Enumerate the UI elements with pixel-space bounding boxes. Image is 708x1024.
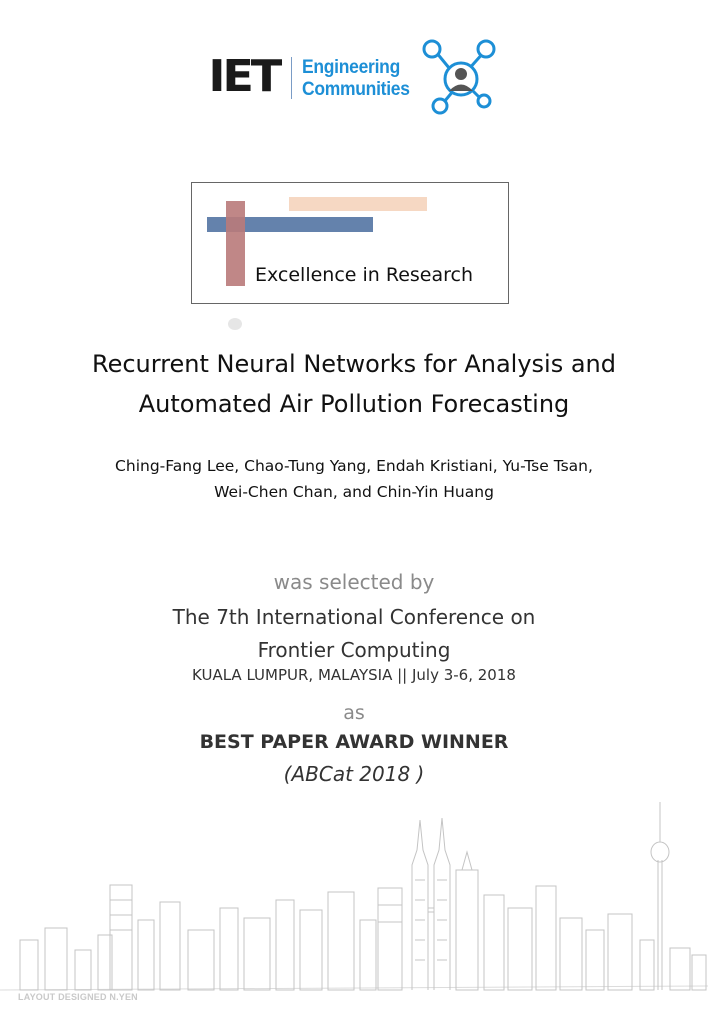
- as-text: as: [343, 702, 365, 724]
- logo-text-line1: Engineering: [302, 57, 400, 78]
- location-date: KUALA LUMPUR, MALAYSIA || July 3-6, 2018: [192, 666, 516, 684]
- award-title: BEST PAPER AWARD WINNER: [199, 731, 509, 753]
- logo-text-line2: Communities: [302, 79, 410, 100]
- network-person-icon: [418, 38, 498, 116]
- badge-bar-red: [226, 201, 245, 286]
- logo-divider: [291, 57, 292, 99]
- decorative-smudge: [228, 318, 242, 330]
- selected-by-text: was selected by: [273, 570, 435, 594]
- excellence-text: Excellence in Research: [255, 264, 474, 286]
- iet-logo-mark: IET: [208, 51, 280, 102]
- paper-title-line2: Automated Air Pollution Forecasting: [138, 390, 570, 418]
- conference-line1: The 7th International Conference on: [172, 605, 536, 629]
- authors-line1: Ching-Fang Lee, Chao-Tung Yang, Endah Kristiani, Yu-Tse Tsan,: [115, 457, 593, 475]
- conference-line2: Frontier Computing: [257, 638, 451, 662]
- event-name: (ABCat 2018 ): [283, 762, 425, 786]
- city-skyline-icon: [0, 790, 708, 1024]
- paper-title-line1: Recurrent Neural Networks for Analysis and: [91, 350, 616, 378]
- authors-line2: Wei-Chen Chan, and Chin-Yin Huang: [214, 483, 494, 501]
- badge-bar-peach: [289, 197, 427, 211]
- layout-credit: LAYOUT DESIGNED N.YEN: [18, 992, 138, 1002]
